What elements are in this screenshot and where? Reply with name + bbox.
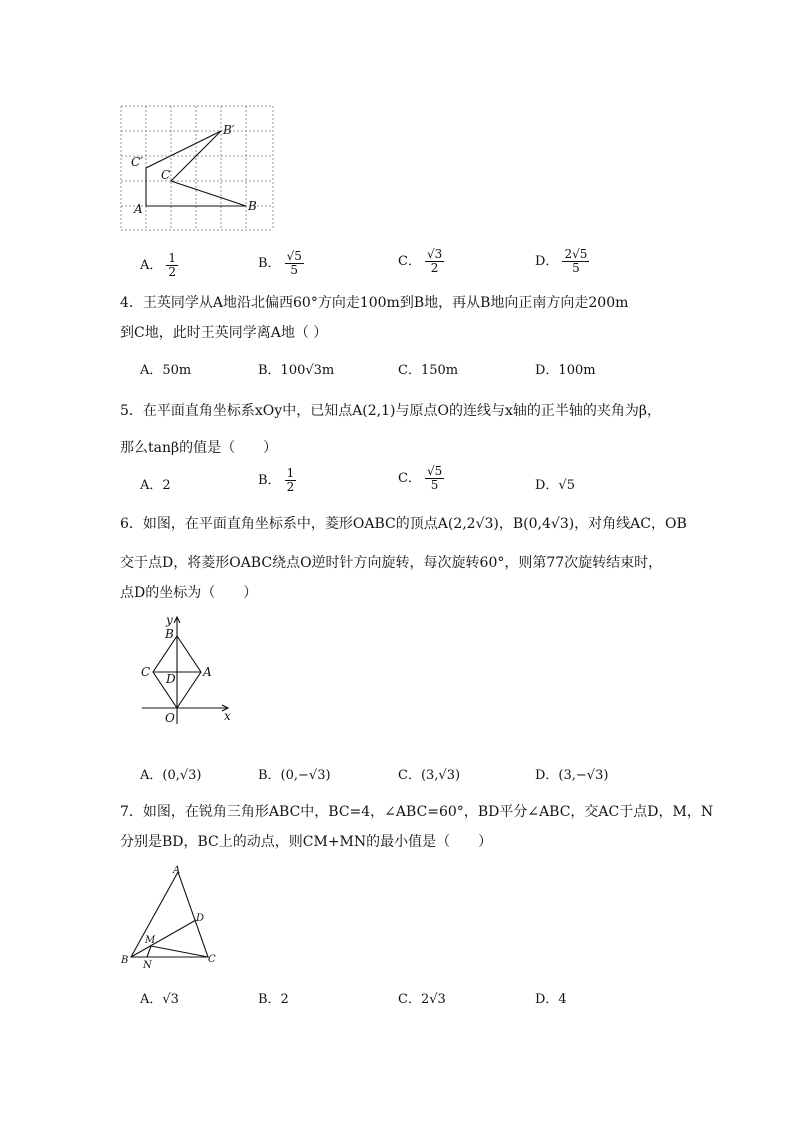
q3-option-c: C． $\frac{√3}{2}$ bbox=[398, 247, 443, 275]
q7-option-a: A．√3 bbox=[140, 992, 179, 1007]
label-x: x bbox=[224, 709, 231, 723]
q3-option-b: B． $\frac{√5}{5}$ bbox=[258, 249, 302, 277]
q7-line2: 分别是BD，BC上的动点，则CM+MN的最小值是（ ） bbox=[120, 834, 493, 850]
label-B-prime: B′ bbox=[223, 123, 235, 137]
q4-option-a: A．50m bbox=[140, 363, 192, 378]
q7-option-c: C．2√3 bbox=[398, 992, 446, 1007]
q5-option-d: D．√5 bbox=[535, 478, 575, 493]
label-A: A bbox=[134, 202, 143, 216]
label-M: M bbox=[145, 935, 156, 946]
q4-line1: 4．王英同学从A地沿北偏西60°方向走100m到B地，再从B地向正南方向走200m bbox=[120, 295, 629, 311]
q6-line1: 6．如图，在平面直角坐标系中，菱形OABC的顶点A(2,2√3)，B(0,4√3)，对角线AC，OB bbox=[120, 516, 687, 532]
q3-option-a: A． $\frac{1}{2}$ bbox=[140, 251, 177, 279]
label-O: O bbox=[165, 711, 175, 725]
q7-option-d: D．4 bbox=[535, 992, 567, 1007]
q6-option-d: D．(3,−√3) bbox=[535, 768, 609, 783]
rhombus-figure-q6 bbox=[138, 612, 238, 727]
label-C: C bbox=[161, 168, 171, 182]
label-C-prime: C′ bbox=[131, 155, 143, 169]
label-A: A bbox=[203, 665, 212, 679]
label-N: N bbox=[143, 960, 152, 971]
q6-line3: 点D的坐标为（ ） bbox=[120, 585, 258, 601]
q6-line2: 交于点D，将菱形OABC绕点O逆时针方向旋转，每次旋转60°，则第77次旋转结束时， bbox=[120, 555, 663, 571]
q7-line1: 7．如图，在锐角三角形ABC中，BC=4，∠ABC=60°，BD平分∠ABC，交AC于点D，M，N bbox=[120, 804, 714, 820]
label-C: C bbox=[208, 954, 216, 965]
q6-option-b: B．(0,−√3) bbox=[258, 768, 331, 783]
label-D: D bbox=[166, 672, 176, 686]
q6-option-a: A．(0,√3) bbox=[140, 768, 202, 783]
label-D: D bbox=[196, 913, 205, 924]
q4-option-d: D．100m bbox=[535, 363, 596, 378]
q5-option-a: A．2 bbox=[140, 478, 171, 493]
q5-line2: 那么tanβ的值是（ ） bbox=[120, 440, 278, 456]
label-B: B bbox=[248, 199, 257, 213]
q5-option-b: B． $\frac{1}{2}$ bbox=[258, 466, 295, 494]
triangle-figure-q7 bbox=[116, 862, 226, 972]
grid-figure-q3 bbox=[118, 103, 278, 233]
q4-line2: 到C地，此时王英同学离A地（ ） bbox=[120, 325, 328, 341]
q3-option-d: D． $\frac{2√5}{5}$ bbox=[535, 247, 588, 275]
q4-option-b: B．100√3m bbox=[258, 363, 335, 378]
q4-option-c: C．150m bbox=[398, 363, 459, 378]
label-y: y bbox=[166, 613, 173, 627]
label-B: B bbox=[121, 955, 129, 966]
q6-option-c: C．(3,√3) bbox=[398, 768, 461, 783]
label-B: B bbox=[165, 627, 174, 641]
q5-option-c: C． $\frac{√5}{5}$ bbox=[398, 464, 443, 492]
label-C: C bbox=[141, 665, 151, 679]
label-A: A bbox=[173, 865, 181, 876]
q7-option-b: B．2 bbox=[258, 992, 289, 1007]
q5-line1: 5．在平面直角坐标系xOy中，已知点A(2,1)与原点O的连线与x轴的正半轴的夹角为β， bbox=[120, 403, 661, 419]
